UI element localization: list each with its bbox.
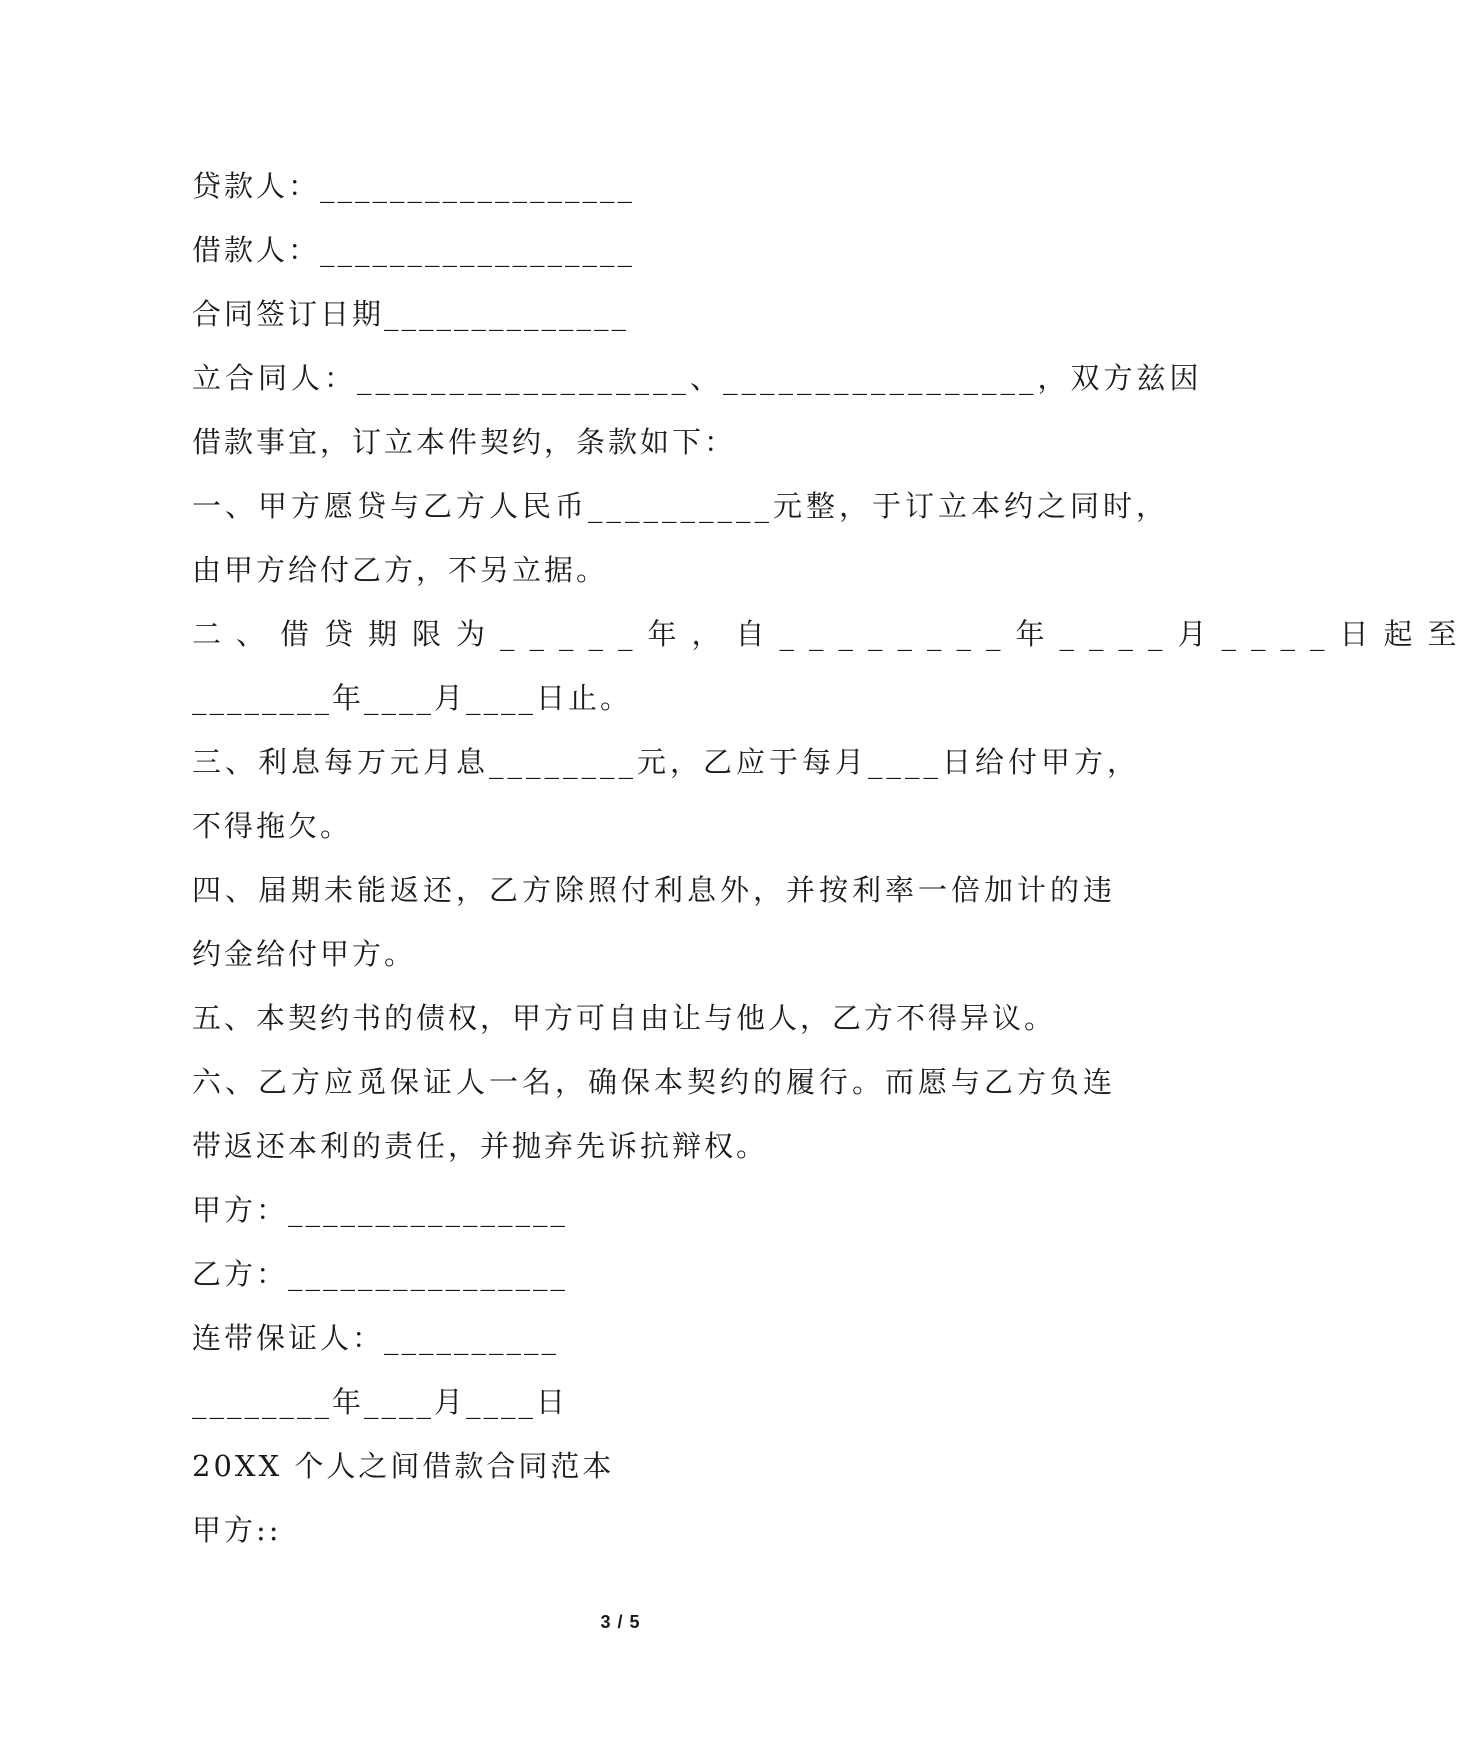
clause-2-line-1: 二、借贷期限为_____年，自________年____月____日起至 xyxy=(192,617,1472,651)
contract-body xyxy=(192,154,1472,1562)
clause-6-line-2: 带返还本利的责任，并抛弃先诉抗辩权。 xyxy=(192,1129,769,1163)
clause-4-line-2: 约金给付甲方。 xyxy=(192,937,417,971)
borrower-line: 借款人：__________________ xyxy=(192,233,636,267)
party-b-signature-line: 乙方：________________ xyxy=(192,1257,569,1291)
date-line: ________年____月____日 xyxy=(192,1385,569,1419)
guarantor-signature-line: 连带保证人：__________ xyxy=(192,1321,560,1355)
template-title: 20XX 个人之间借款合同范本 xyxy=(192,1449,615,1483)
contracting-parties-line: 立合同人：__________________、_________________，双方兹因 xyxy=(192,361,1203,395)
party-a-line: 甲方:: xyxy=(192,1513,282,1547)
clause-3-line-1: 三、利息每万元月息________元，乙应于每月____日给付甲方， xyxy=(192,745,1141,779)
clause-2-line-2: ________年____月____日止。 xyxy=(192,681,633,715)
clause-3-line-2: 不得拖欠。 xyxy=(192,809,353,843)
lender-line: 贷款人：__________________ xyxy=(192,169,636,203)
clause-1-line-2: 由甲方给付乙方，不另立据。 xyxy=(192,553,609,587)
party-a-signature-line: 甲方：________________ xyxy=(192,1193,569,1227)
clause-5-line: 五、本契约书的债权，甲方可自由让与他人，乙方不得异议。 xyxy=(192,1001,1057,1035)
page-number: 3 / 5 xyxy=(600,1612,641,1632)
clause-1-line-1: 一、甲方愿贷与乙方人民币__________元整，于订立本约之同时， xyxy=(192,489,1170,523)
clause-6-line-1: 六、乙方应觅保证人一名，确保本契约的履行。而愿与乙方负连 xyxy=(192,1065,1117,1099)
contract-intro-line: 借款事宜，订立本件契约，条款如下： xyxy=(192,425,737,459)
clause-4-line-1: 四、届期未能返还，乙方除照付利息外，并按利率一倍加计的违 xyxy=(192,873,1117,907)
signing-date-line: 合同签订日期______________ xyxy=(192,297,630,331)
